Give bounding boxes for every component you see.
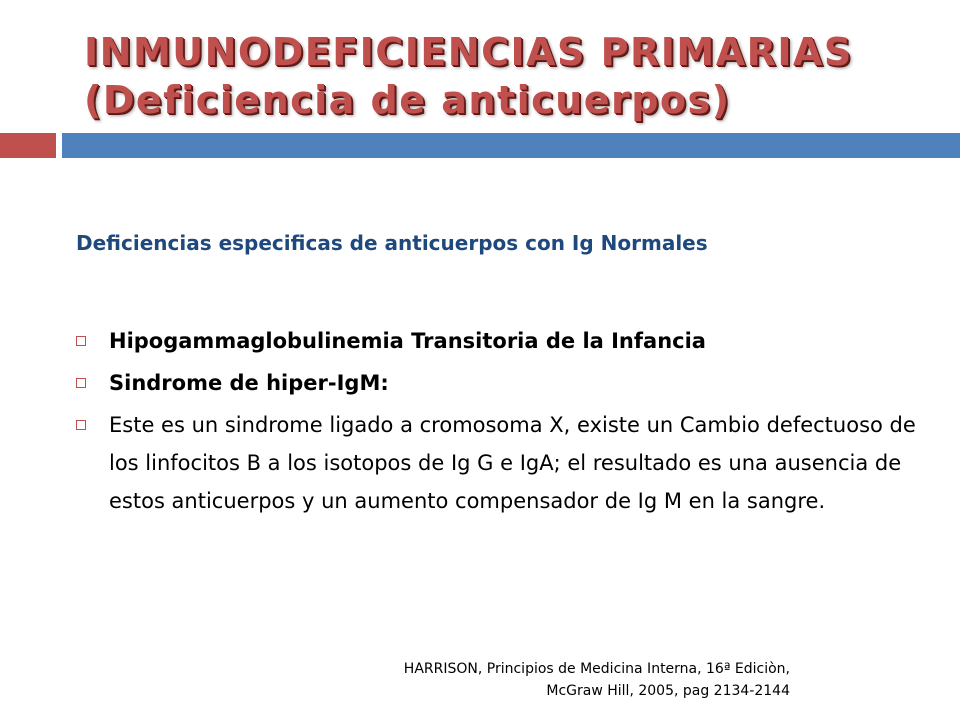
slide-title-line-1: INMUNODEFICIENCIAS PRIMARIAS — [84, 30, 853, 74]
title-accent-bar — [0, 133, 56, 158]
hollow-square-icon — [76, 336, 86, 346]
citation — [230, 658, 790, 702]
bullet-item — [76, 322, 916, 360]
bullet-item — [76, 364, 916, 402]
citation-line-1: HARRISON, Principios de Medicina Interna, 16ª Ediciòn, — [403, 661, 790, 677]
slide-title — [84, 28, 944, 124]
bullet-text: Hipogammaglobulinemia Transitoria de la Infancia — [109, 329, 706, 353]
citation-line-2: McGraw Hill, 2005, pag 2134-2144 — [546, 683, 790, 699]
title-underline-bar — [62, 133, 960, 158]
slide-title-line-2: (Deficiencia de anticuerpos) — [84, 78, 731, 122]
hollow-square-icon — [76, 378, 86, 388]
bullet-text: Este es un sindrome ligado a cromosoma X, existe un Cambio defectuoso de los linfocitos B a los isotopos de Ig G e IgA; el resultado es una ausencia de estos anticuerpos y un aumento compensador de Ig M en la sangre. — [109, 413, 916, 513]
section-subheading: Deficiencias especificas de anticuerpos con Ig Normales — [76, 231, 708, 255]
bullet-item — [76, 406, 916, 520]
hollow-square-icon — [76, 420, 86, 430]
bullet-text: Sindrome de hiper-IgM: — [109, 371, 389, 395]
bullet-list — [76, 322, 916, 524]
